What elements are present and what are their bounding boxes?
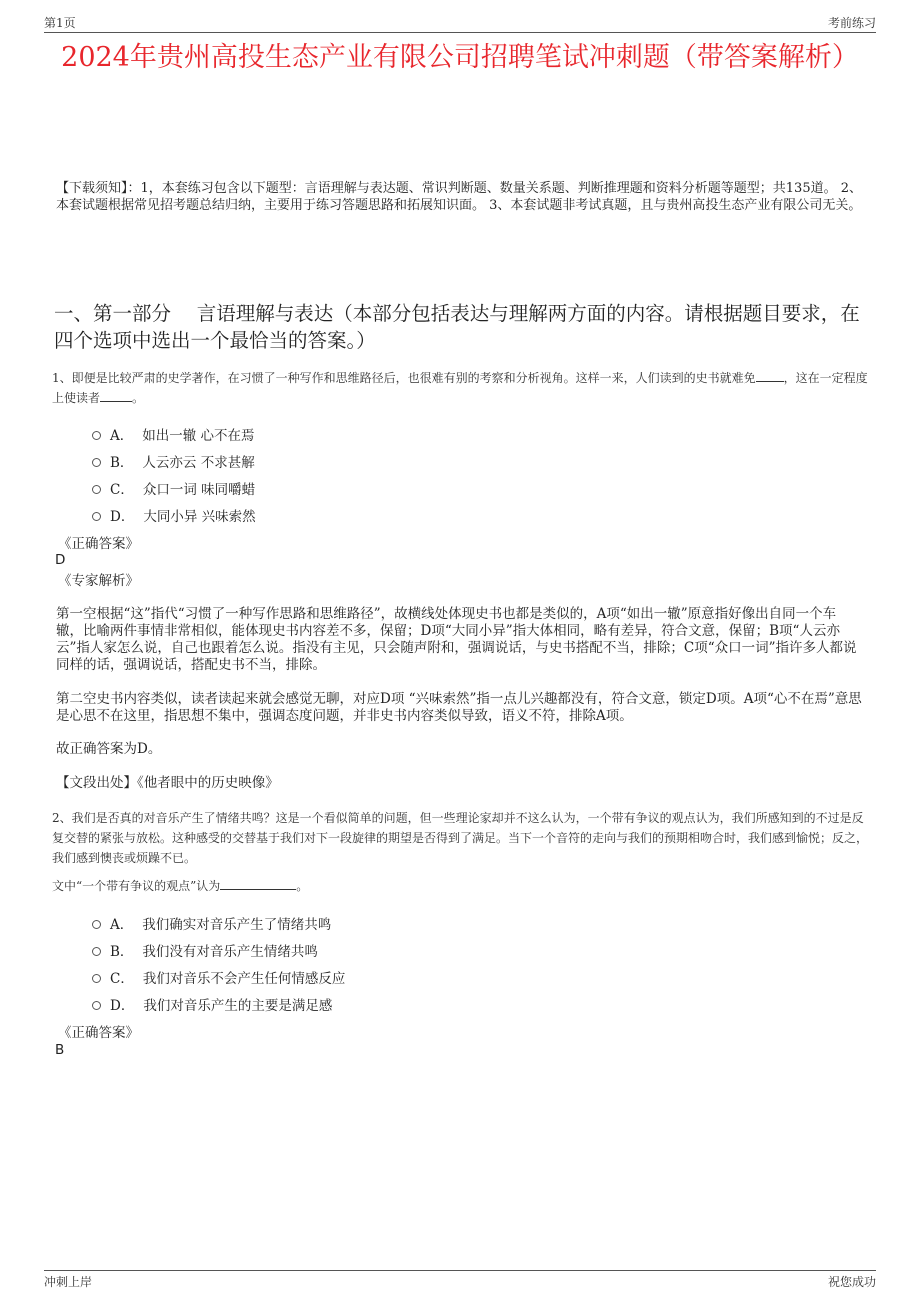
- question-2-stem: 2、我们是否真的对音乐产生了情绪共鸣？这是一个看似简单的问题，但一些理论家却并不这么认为，一个带有争议的观点认为，我们所感知到的不过是反复交替的紧张与放松。这种感受的交替基于我们对下一段旋律的期望是否得到了满足。当下一个音符的走向与我们的预期相吻合时，我们感到愉悦；反之，我们感到懊丧或烦躁不已。: [52, 811, 869, 865]
- section-heading: 一、第一部分 言语理解与表达（本部分包括表达与理解两方面的内容。请根据题目要求，在四个选项中选出一个最恰当的答案。）: [54, 302, 860, 352]
- blank-2: [100, 389, 132, 402]
- source-citation: 【文段出处】《他者眼中的历史映像》: [56, 775, 279, 791]
- option-text: 我们对音乐不会产生任何情感反应: [142, 970, 346, 987]
- analysis-paragraph-1: 第一空根据“这”指代“习惯了一种写作思路和思维路径”，故横线处体现史书也都是类似的，A项“如出一辙”原意指好像出自同一个车辙，比喻两件事情非常相似，能体现史书内容差不多，保留；D项“大同小异”指大体相同，略有差异，符合文意，保留；B项“人云亦云”指人家怎么说，自己也跟着怎么说。指没有主见，只会随声附和，强调说话，与史书搭配不当，排除；C项“众口一词”指许多人都说同样的话，强调说话，搭配史书不当，排除。: [56, 606, 857, 673]
- page-footer: [44, 1270, 876, 1291]
- radio-icon[interactable]: [92, 1001, 101, 1010]
- analysis-label: 《专家解析》: [58, 573, 139, 589]
- blank-3: [220, 877, 296, 890]
- answer-value: B: [55, 1042, 65, 1058]
- option-d[interactable]: [92, 990, 345, 1017]
- option-text: 如出一辙 心不在焉: [142, 427, 255, 444]
- answer-label: 《正确答案》: [58, 1025, 139, 1041]
- option-letter: D．: [110, 508, 135, 525]
- option-letter: B．: [110, 943, 134, 960]
- option-text: 众口一词 味同嚼蜡: [142, 481, 256, 498]
- header-category: 考前练习: [827, 16, 876, 30]
- page-header: [44, 12, 876, 33]
- radio-icon[interactable]: [92, 485, 101, 494]
- answer-label: 《正确答案》: [58, 536, 139, 552]
- analysis-conclusion: 故正确答案为D。: [56, 741, 162, 757]
- answer-value: D: [55, 552, 66, 568]
- radio-icon[interactable]: [92, 512, 101, 521]
- option-text: 人云亦云 不求甚解: [142, 454, 255, 471]
- option-text: 我们确实对音乐产生了情绪共鸣: [142, 916, 332, 933]
- question-2-prompt-end: 。: [296, 879, 309, 893]
- download-notice: 【下载须知】：1，本套练习包含以下题型：言语理解与表达题、常识判断题、数量关系题、判断推理题和资料分析题等题型；共135道。 2、本套试题根据常见招考题总结归纳，主要用于练习答题思路和拓展知识面。 3、本套试题非考试真题，且与贵州高投生态产业有限公司无关。: [56, 181, 862, 213]
- radio-icon[interactable]: [92, 431, 101, 440]
- radio-icon[interactable]: [92, 920, 101, 929]
- question-1-stem-text-b: ，这在一定程度上使读者: [52, 371, 868, 405]
- option-letter: B．: [110, 454, 134, 471]
- question-1-stem: [52, 368, 874, 408]
- option-c[interactable]: [92, 963, 345, 990]
- radio-icon[interactable]: [92, 974, 101, 983]
- blank-1: [756, 369, 784, 382]
- question-2-prompt: [52, 876, 874, 896]
- question-1-stem-text-c: 。: [132, 391, 145, 405]
- option-b[interactable]: [92, 936, 345, 963]
- page-number: 第1页: [44, 16, 76, 30]
- question-1-options: [92, 420, 256, 528]
- document-title: 2024年贵州高投生态产业有限公司招聘笔试冲刺题（带答案解析）: [61, 42, 859, 73]
- option-c[interactable]: [92, 474, 256, 501]
- analysis-paragraph-2: 第二空史书内容类似，读者读起来就会感觉无聊，对应D项 “兴味索然”指一点儿兴趣都没有，符合文意，锁定D项。A项“心不在焉”意思是心思不在这里，指思想不集中，强调态度问题，并非史书内容类似导致，语义不符，排除A项。: [56, 691, 862, 724]
- option-a[interactable]: [92, 909, 345, 936]
- option-letter: D．: [110, 997, 135, 1014]
- option-b[interactable]: [92, 447, 256, 474]
- option-letter: C．: [110, 970, 134, 987]
- option-letter: A．: [110, 427, 134, 444]
- option-a[interactable]: [92, 420, 256, 447]
- option-letter: C．: [110, 481, 134, 498]
- question-2-prompt-text: 文中“一个带有争议的观点”认为: [52, 879, 221, 893]
- option-d[interactable]: [92, 501, 256, 528]
- option-text: 我们对音乐产生的主要是满足感: [143, 997, 333, 1014]
- question-1-stem-text-a: 1、即便是比较严肃的史学著作，在习惯了一种写作和思维路径后，也很难有别的考察和分析视角。这样一来，人们读到的史书就难免: [52, 371, 756, 385]
- footer-left: 冲刺上岸: [44, 1275, 93, 1289]
- option-text: 我们没有对音乐产生情绪共鸣: [142, 943, 318, 960]
- radio-icon[interactable]: [92, 947, 101, 956]
- radio-icon[interactable]: [92, 458, 101, 467]
- question-2-options: [92, 909, 345, 1017]
- footer-right: 祝您成功: [827, 1275, 876, 1289]
- option-letter: A．: [110, 916, 134, 933]
- option-text: 大同小异 兴味索然: [143, 508, 256, 525]
